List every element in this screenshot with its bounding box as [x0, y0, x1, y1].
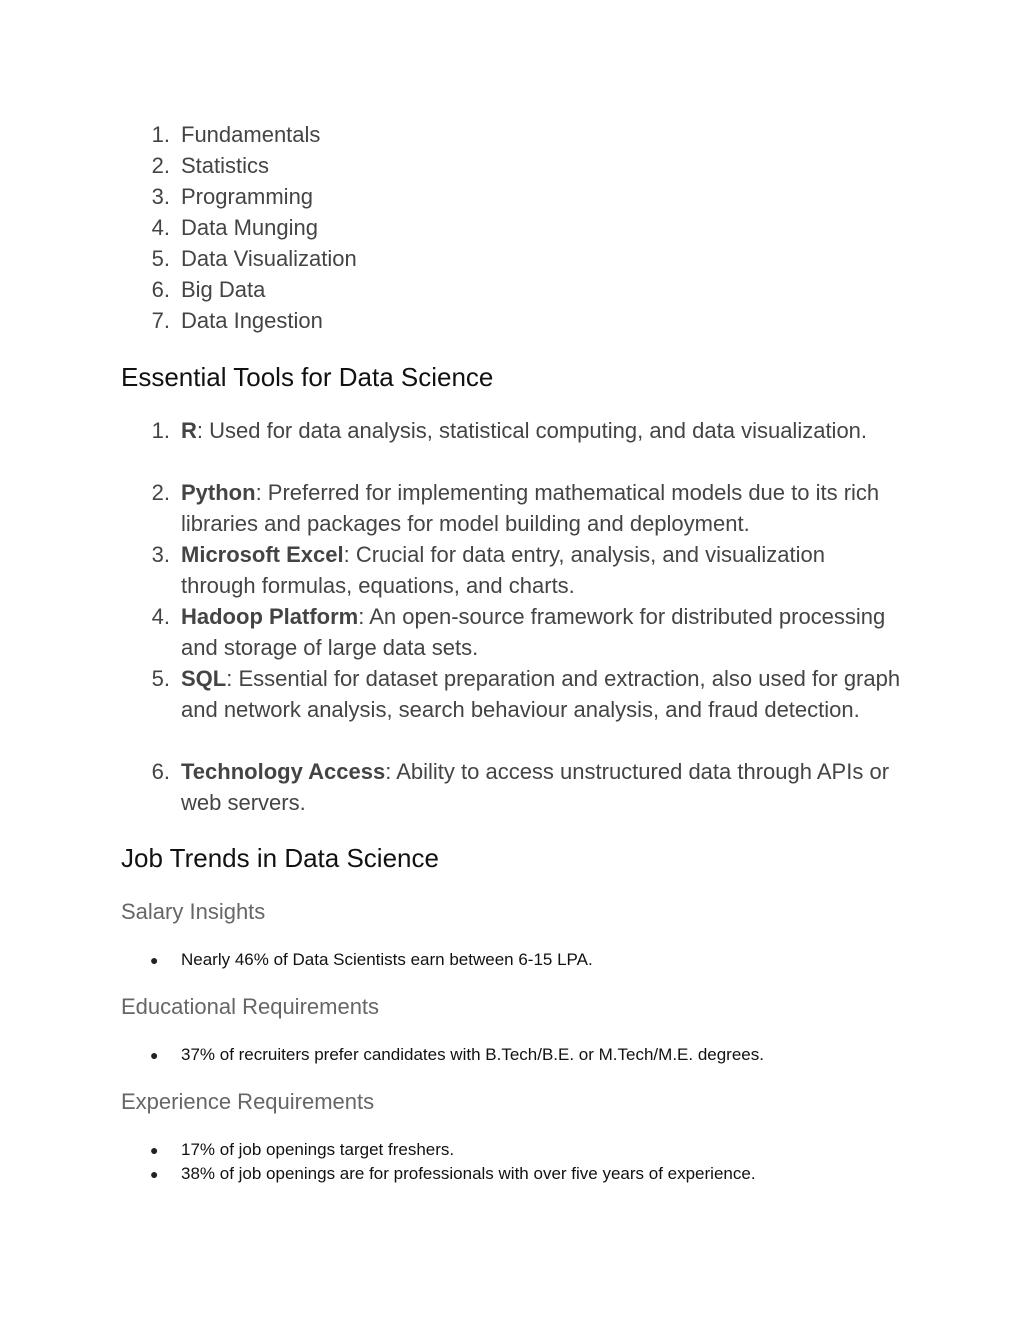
bullet-text: Nearly 46% of Data Scientists earn between 6-15 LPA. — [181, 950, 593, 969]
list-text — [181, 477, 901, 539]
experience-heading: Experience Requirements — [121, 1089, 375, 1114]
bullet-text: 37% of recruiters prefer candidates with B.Tech/B.E. or M.Tech/M.E. degrees. — [181, 1045, 764, 1064]
tool-name: Hadoop Platform — [181, 604, 359, 629]
list-number: 7. — [151, 308, 170, 333]
list-text: Big Data — [181, 277, 266, 302]
list-text — [181, 415, 901, 446]
list-number: 1. — [151, 418, 170, 443]
tool-description: : Essential for dataset preparation and extraction, also used for graph and network analysis, search behaviour analysis, and fraud detection. — [181, 666, 901, 722]
list-number: 4. — [151, 215, 170, 240]
list-text — [181, 601, 901, 663]
list-text — [181, 663, 901, 725]
list-text: Fundamentals — [181, 122, 321, 147]
tool-name: Python — [181, 480, 256, 505]
tool-name: SQL — [181, 666, 227, 691]
tool-name: R — [181, 418, 197, 443]
list-number: 1. — [151, 122, 170, 147]
list-text: Data Visualization — [181, 246, 357, 271]
list-number: 3. — [151, 184, 170, 209]
list-text — [181, 539, 901, 601]
list-number: 2. — [151, 480, 170, 505]
list-number: 2. — [151, 153, 170, 178]
list-number: 5. — [151, 666, 170, 691]
list-text — [181, 756, 901, 818]
list-number: 6. — [151, 759, 170, 784]
list-text: Data Munging — [181, 215, 318, 240]
list-number: 5. — [151, 246, 170, 271]
tool-description: : Crucial for data entry, analysis, and visualization through formulas, equations, and charts. — [181, 542, 825, 598]
bullet-icon: ● — [150, 952, 159, 968]
tools-heading: Essential Tools for Data Science — [121, 362, 494, 392]
bullet-icon: ● — [150, 1142, 159, 1158]
tool-name: Microsoft Excel — [181, 542, 344, 567]
list-number: 4. — [151, 604, 170, 629]
tool-description: : Ability to access unstructured data through APIs or web servers. — [181, 759, 890, 815]
list-number: 6. — [151, 277, 170, 302]
salary-heading: Salary Insights — [121, 899, 266, 924]
education-heading: Educational Requirements — [121, 994, 380, 1019]
tool-description: : Used for data analysis, statistical computing, and data visualization. — [196, 418, 868, 443]
bullet-icon: ● — [150, 1166, 159, 1182]
jobs-heading: Job Trends in Data Science — [121, 843, 439, 873]
tool-description: : Preferred for implementing mathematical models due to its rich libraries and packages for model building and deployment. — [181, 480, 880, 536]
tool-name: Technology Access — [181, 759, 386, 784]
bullet-icon: ● — [150, 1047, 159, 1063]
bullet-text: 38% of job openings are for professionals with over five years of experience. — [181, 1164, 756, 1183]
list-text: Statistics — [181, 153, 270, 178]
list-text: Programming — [181, 184, 314, 209]
list-text: Data Ingestion — [181, 308, 323, 333]
list-number: 3. — [151, 542, 170, 567]
tool-description: : An open-source framework for distributed processing and storage of large data sets. — [181, 604, 886, 660]
bullet-text: 17% of job openings target freshers. — [181, 1140, 455, 1159]
